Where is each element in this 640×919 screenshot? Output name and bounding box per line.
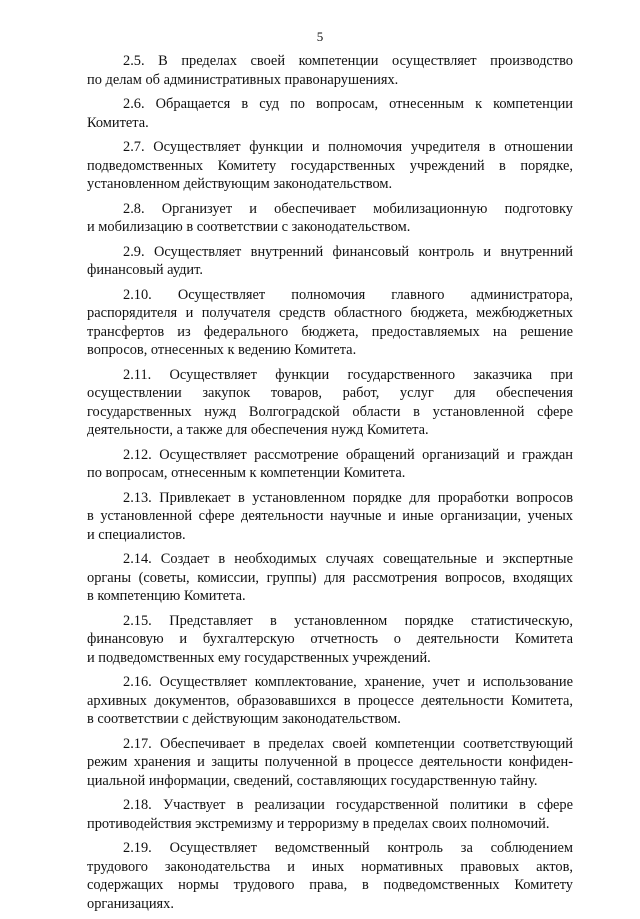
paragraph-line: осуществлении закупок товаров, работ, услуг для обеспечения: [87, 385, 573, 401]
paragraph-line: организациях.: [87, 895, 174, 912]
paragraph-line: подведомственных Комитету государственных учреждений в порядке,: [87, 157, 573, 174]
paragraph-line: деятельности, а также для обеспечения нужд Комитета.: [87, 422, 429, 438]
paragraph-line: установленном действующим законодательством.: [87, 176, 393, 192]
paragraph-line: и подведомственных ему государственных учреждений.: [87, 649, 431, 666]
paragraph-line: распорядителя и получателя средств областного бюджета, межбюджетных: [87, 305, 573, 321]
paragraph-line: 2.16. Осуществляет комплектование, хранение, учет и использование: [123, 674, 573, 690]
paragraph-line: и мобилизацию в соответствии с законодательством.: [87, 219, 411, 235]
paragraph-2-7: [87, 138, 573, 194]
paragraph-line: режим хранения и защиты полученной в процессе деятельности конфиден-: [87, 754, 573, 770]
paragraph-line: 2.7. Осуществляет функции и полномочия учредителя в отношении: [123, 139, 573, 155]
paragraph-line: противодействия экстремизму и терроризму в пределах своих полномочий.: [87, 815, 550, 832]
paragraph-line: 2.19. Осуществляет ведомственный контроль за соблюдением: [123, 840, 573, 856]
paragraph-2-13: [87, 489, 573, 545]
paragraph-2-19: [87, 839, 573, 913]
paragraph-line: 2.6. Обращается в суд по вопросам, отнесенным к компетенции: [123, 96, 573, 112]
paragraph-2-11: [87, 366, 573, 440]
paragraph-2-12: [87, 446, 573, 483]
paragraph-line: 2.8. Организует и обеспечивает мобилизационную подготовку: [123, 200, 573, 217]
paragraph-line: финансовый аудит.: [87, 262, 203, 278]
paragraph-line: трудового законодательства и иных нормативных правовых актов,: [87, 858, 573, 875]
paragraph-2-18: [87, 796, 573, 833]
paragraph-2-8: [87, 200, 573, 237]
paragraph-2-6: [87, 95, 573, 132]
paragraph-line: 2.18. Участвует в реализации государственной политики в сфере: [123, 797, 573, 813]
paragraph-line: по вопросам, отнесенным к компетенции Комитета.: [87, 465, 406, 481]
paragraph-2-10: [87, 286, 573, 360]
paragraph-line: 2.5. В пределах своей компетенции осуществляет производство: [123, 53, 573, 69]
paragraph-2-17: [87, 735, 573, 791]
paragraph-line: государственных нужд Волгоградской области в установленной сфере: [87, 403, 573, 420]
document-body: [87, 52, 573, 919]
paragraph-line: 2.12. Осуществляет рассмотрение обращений организаций и граждан: [123, 446, 573, 463]
paragraph-2-5: [87, 52, 573, 89]
paragraph-line: 2.11. Осуществляет функции государственного заказчика при: [123, 366, 573, 383]
paragraph-line: и специалистов.: [87, 526, 186, 543]
paragraph-line: 2.14. Создает в необходимых случаях совещательные и экспертные: [123, 551, 573, 567]
paragraph-line: трансфертов из федерального бюджета, предоставляемых на решение: [87, 323, 573, 340]
paragraph-line: вопросов, отнесенных к ведению Комитета.: [87, 342, 357, 358]
paragraph-line: 2.13. Привлекает в установленном порядке для проработки вопросов: [123, 489, 573, 506]
paragraph-line: органы (советы, комиссии, группы) для рассмотрения вопросов, входящих: [87, 569, 573, 586]
paragraph-line: финансовую и бухгалтерскую отчетность о деятельности Комитета: [87, 631, 573, 647]
paragraph-line: 2.17. Обеспечивает в пределах своей компетенции соответствующий: [123, 735, 573, 752]
paragraph-2-16: [87, 673, 573, 729]
paragraph-line: по делам об административных правонарушениях.: [87, 71, 399, 88]
paragraph-line: 2.15. Представляет в установленном порядке статистическую,: [123, 612, 573, 629]
paragraph-line: 2.10. Осуществляет полномочия главного администратора,: [123, 286, 573, 303]
paragraph-2-14: [87, 550, 573, 606]
paragraph-2-15: [87, 612, 573, 668]
paragraph-line: в установленной сфере деятельности научные и иные организации, ученых: [87, 508, 573, 524]
paragraph-2-9: [87, 243, 573, 280]
paragraph-line: 2.9. Осуществляет внутренний финансовый контроль и внутренний: [123, 243, 573, 260]
paragraph-line: Комитета.: [87, 114, 149, 131]
paragraph-line: архивных документов, образовавшихся в процессе деятельности Комитета,: [87, 692, 573, 709]
paragraph-line: содержащих нормы трудового права, в подведомственных Комитету: [87, 877, 573, 893]
paragraph-line: в компетенцию Комитета.: [87, 588, 246, 604]
paragraph-line: в соответствии с действующим законодательством.: [87, 711, 401, 727]
paragraph-line: циальной информации, сведений, составляющих государственную тайну.: [87, 772, 538, 789]
page-number: 5: [316, 29, 324, 44]
